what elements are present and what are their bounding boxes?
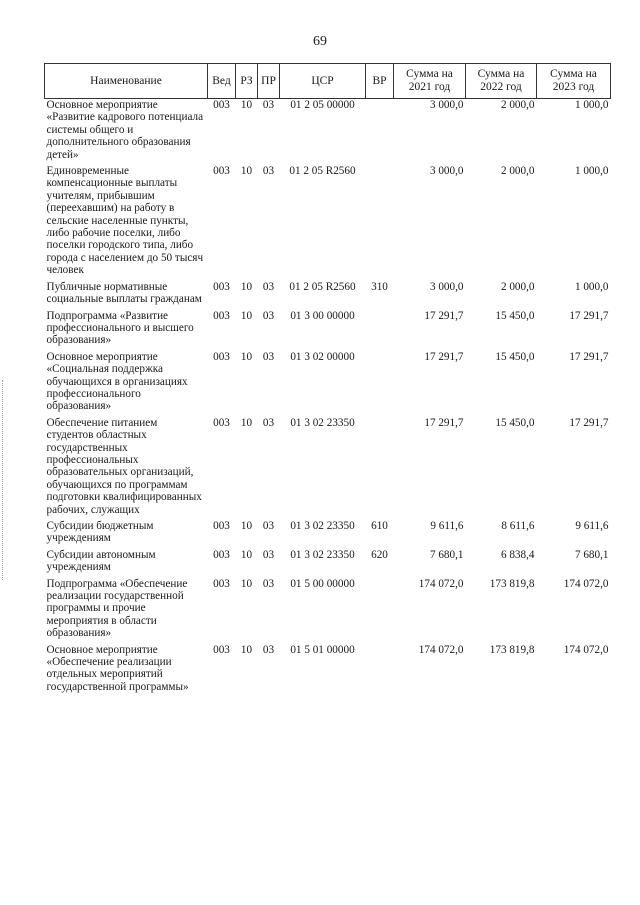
row-name: Основное мероприятие «Обеспечение реализации отдельных мероприятий государственной программы» xyxy=(46,643,189,693)
row-vr xyxy=(366,578,394,644)
row-pr: 03 xyxy=(262,577,275,590)
row-ved: 003 xyxy=(213,416,230,429)
row-sum-2023: 17 291,7 xyxy=(569,309,609,322)
row-ved: 003 xyxy=(213,350,230,363)
row-pr: 03 xyxy=(262,520,275,532)
row-csr: 01 5 00 00000 xyxy=(290,577,355,590)
page-number: 69 xyxy=(313,34,327,49)
row-pr: 03 xyxy=(262,643,275,656)
row-ved: 003 xyxy=(213,99,230,111)
row-rz: 10 xyxy=(240,350,253,363)
row-name: Подпрограмма «Обеспечение реализации государственной программы и прочие мероприятия в области образования» xyxy=(46,577,188,640)
header-vr: ВР xyxy=(366,64,394,99)
row-name: Основное мероприятие «Социальная поддержка обучающихся в организациях профессионального образования» xyxy=(46,350,188,413)
row-sum-2021: 17 291,7 xyxy=(424,350,464,363)
row-ved: 003 xyxy=(213,643,230,656)
header-ved: Вед xyxy=(208,64,236,99)
row-sum-2022: 15 450,0 xyxy=(495,416,535,429)
header-name: Наименование xyxy=(45,64,208,99)
row-sum-2021: 3 000,0 xyxy=(429,165,464,178)
row-pr: 03 xyxy=(262,416,275,429)
table-row xyxy=(45,578,611,644)
row-ved: 003 xyxy=(213,548,230,561)
row-sum-2021: 3 000,0 xyxy=(429,280,464,293)
row-rz: 10 xyxy=(240,280,253,293)
row-rz: 10 xyxy=(240,643,253,656)
header-pr: ПР xyxy=(258,64,280,99)
row-ved: 003 xyxy=(213,577,230,590)
row-sum-2021: 17 291,7 xyxy=(424,416,464,429)
row-name: Единовременные компенсационные выплаты учителям, прибывшим (переехавшим) на работу в сельские населенные пункты, либо рабочие поселки, либо поселки городского типа, либо города с населением до 50 тысяч человек xyxy=(46,165,204,277)
row-vr: 310 xyxy=(371,280,388,293)
row-rz: 10 xyxy=(240,99,253,111)
row-pr: 03 xyxy=(262,309,275,322)
row-csr: 01 5 01 00000 xyxy=(290,643,355,656)
row-csr: 01 3 02 00000 xyxy=(290,350,355,363)
row-vr xyxy=(366,99,394,166)
row-sum-2021: 9 611,6 xyxy=(430,520,464,532)
row-sum-2023: 1 000,0 xyxy=(574,99,609,111)
row-rz: 10 xyxy=(240,309,253,322)
row-name: Субсидии бюджетным учреждениям xyxy=(46,520,154,545)
row-sum-2023: 1 000,0 xyxy=(574,165,609,178)
row-ved: 003 xyxy=(213,165,230,178)
table-row xyxy=(45,99,611,166)
row-sum-2023: 7 680,1 xyxy=(574,548,609,561)
row-sum-2022: 173 819,8 xyxy=(489,577,535,590)
table-row xyxy=(45,165,611,281)
row-sum-2021: 3 000,0 xyxy=(429,99,464,111)
row-sum-2023: 9 611,6 xyxy=(575,520,609,532)
table-row xyxy=(45,644,611,698)
row-name: Обеспечение питанием студентов областных государственных профессиональных образовательных организаций, обучающихся по программам подготовки квалифицированных рабочих, служащих xyxy=(46,416,202,516)
row-csr: 01 2 05 R2560 xyxy=(289,280,356,293)
row-name: Подпрограмма «Развитие профессионального и высшего образования» xyxy=(46,309,194,347)
table-row xyxy=(45,417,611,520)
budget-table xyxy=(44,63,611,697)
row-sum-2021: 174 072,0 xyxy=(418,643,464,656)
header-sum-2021: Сумма на 2021 год xyxy=(394,64,466,99)
row-sum-2021: 174 072,0 xyxy=(418,577,464,590)
row-vr xyxy=(366,165,394,281)
row-name: Основное мероприятие «Развитие кадрового потенциала системы общего и дополнительного образования детей» xyxy=(46,99,204,161)
row-csr: 01 3 02 23350 xyxy=(290,520,355,532)
row-rz: 10 xyxy=(240,577,253,590)
row-vr xyxy=(366,310,394,351)
row-ved: 003 xyxy=(213,309,230,322)
table-row xyxy=(45,310,611,351)
header-sum-2022: Сумма на 2022 год xyxy=(466,64,537,99)
row-pr: 03 xyxy=(262,99,275,111)
row-ved: 003 xyxy=(213,280,230,293)
row-name: Публичные нормативные социальные выплаты гражданам xyxy=(46,280,202,306)
table-row xyxy=(45,351,611,417)
row-vr: 610 xyxy=(371,520,388,532)
row-sum-2022: 15 450,0 xyxy=(495,309,535,322)
row-csr: 01 2 05 00000 xyxy=(290,99,355,111)
row-vr xyxy=(366,417,394,520)
row-vr xyxy=(366,644,394,698)
table-row xyxy=(45,520,611,549)
row-rz: 10 xyxy=(240,520,253,532)
row-csr: 01 3 02 23350 xyxy=(290,416,355,429)
row-sum-2021: 17 291,7 xyxy=(424,309,464,322)
row-csr: 01 3 00 00000 xyxy=(290,309,355,322)
row-pr: 03 xyxy=(262,350,275,363)
row-sum-2022: 15 450,0 xyxy=(495,350,535,363)
row-csr: 01 2 05 R2560 xyxy=(289,165,356,178)
row-sum-2022: 173 819,8 xyxy=(489,643,535,656)
row-sum-2021: 7 680,1 xyxy=(429,548,464,561)
row-sum-2022: 2 000,0 xyxy=(500,280,535,293)
row-sum-2023: 17 291,7 xyxy=(569,350,609,363)
row-pr: 03 xyxy=(262,165,275,178)
row-csr: 01 3 02 23350 xyxy=(290,548,355,561)
row-pr: 03 xyxy=(262,280,275,293)
row-ved: 003 xyxy=(213,520,230,532)
table-header-row xyxy=(45,64,611,99)
header-rz: РЗ xyxy=(236,64,258,99)
row-name: Субсидии автономным учреждениям xyxy=(46,548,156,574)
row-sum-2023: 174 072,0 xyxy=(563,577,609,590)
row-vr: 620 xyxy=(371,548,388,561)
row-pr: 03 xyxy=(262,548,275,561)
row-sum-2023: 1 000,0 xyxy=(574,280,609,293)
row-sum-2022: 2 000,0 xyxy=(500,165,535,178)
row-rz: 10 xyxy=(240,165,253,178)
row-vr xyxy=(366,351,394,417)
row-rz: 10 xyxy=(240,416,253,429)
row-sum-2023: 174 072,0 xyxy=(563,643,609,656)
scan-edge-marks xyxy=(2,380,6,580)
header-sum-2023: Сумма на 2023 год xyxy=(537,64,611,99)
table-row xyxy=(45,281,611,310)
row-sum-2022: 8 611,6 xyxy=(501,520,535,532)
header-csr: ЦСР xyxy=(280,64,366,99)
row-sum-2023: 17 291,7 xyxy=(569,416,609,429)
row-rz: 10 xyxy=(240,548,253,561)
row-sum-2022: 2 000,0 xyxy=(500,99,535,111)
table-row xyxy=(45,549,611,578)
row-sum-2022: 6 838,4 xyxy=(500,548,535,561)
